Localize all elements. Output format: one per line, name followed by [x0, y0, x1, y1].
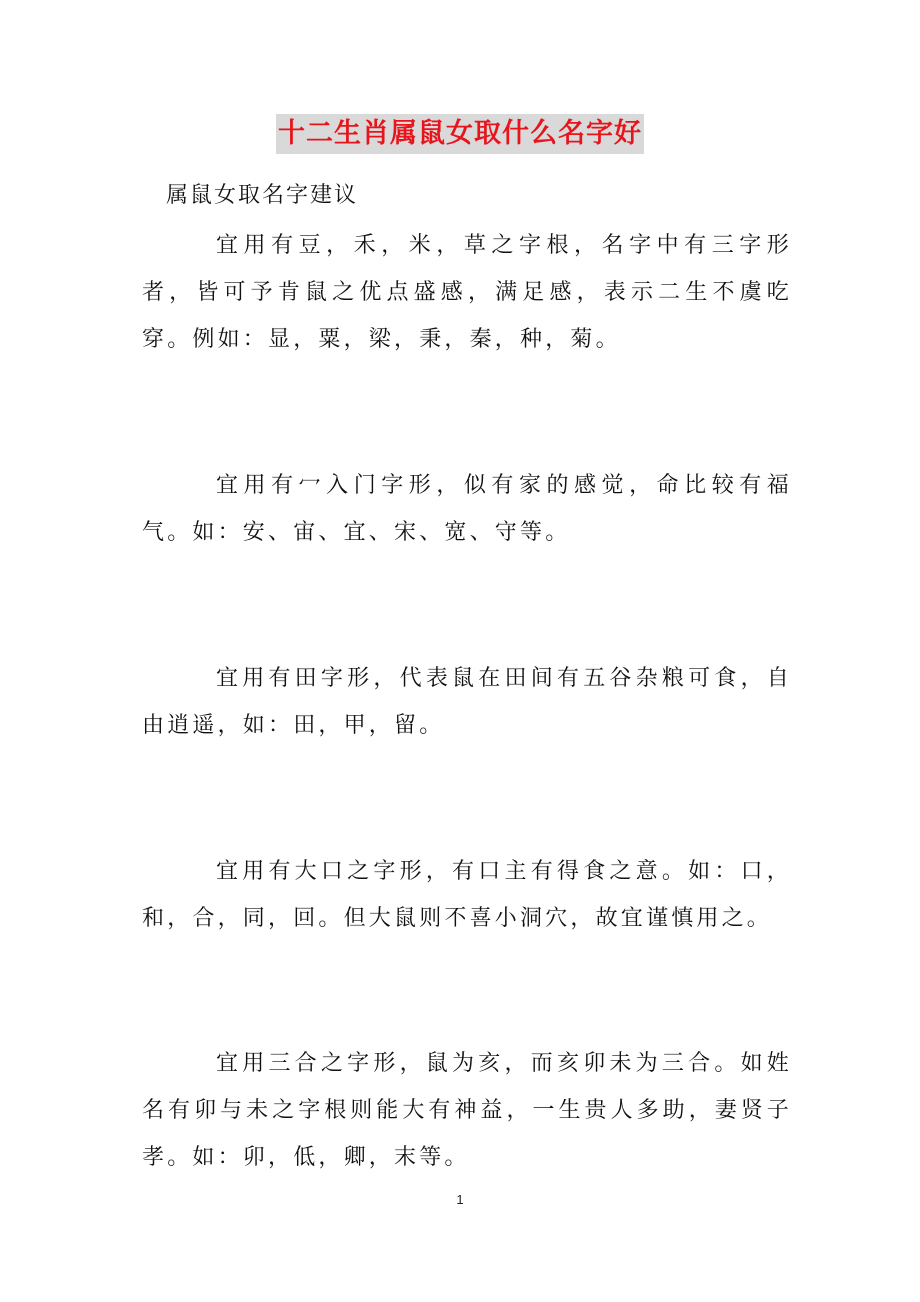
document-title: 十二生肖属鼠女取什么名字好: [276, 114, 644, 154]
paragraph-4: 宜用有大口之字形，有口主有得食之意。如：口，和，合，同，回。但大鼠则不喜小洞穴，故宜谨慎用之。: [142, 859, 792, 931]
paragraph-2: 宜用有冖入门字形，似有家的感觉，命比较有福气。如：安、宙、宜、宋、宽、守等。: [142, 473, 792, 545]
section-heading: 属鼠女取名字建议: [166, 183, 359, 208]
page-number: 1: [456, 1192, 464, 1207]
paragraph-3: 宜用有田字形，代表鼠在田间有五谷杂粮可食，自由逍遥，如：田，甲，留。: [142, 666, 792, 738]
paragraph-1: 宜用有豆，禾，米，草之字根，名字中有三字形者，皆可予肯鼠之优点盛感，满足感，表示二生不虞吃穿。例如：显，粟，梁，秉，秦，种，菊。: [142, 233, 792, 352]
title-container: [0, 114, 920, 154]
paragraph-5: 宜用三合之字形，鼠为亥，而亥卯未为三合。如姓名有卯与未之字根则能大有神益，一生贵人多助，妻贤子孝。如：卯，低，卿，末等。: [142, 1051, 792, 1170]
